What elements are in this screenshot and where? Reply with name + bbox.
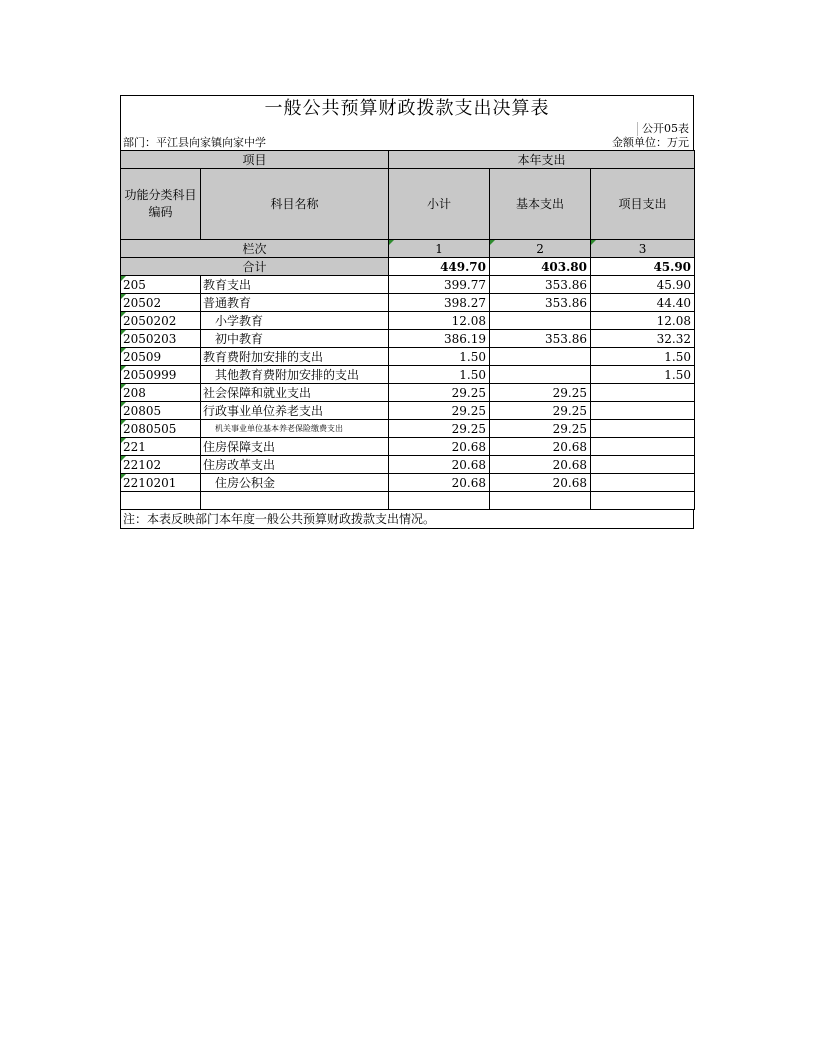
row-basic: 353.86 bbox=[490, 276, 591, 294]
row-basic: 20.68 bbox=[490, 456, 591, 474]
expenditure-table bbox=[120, 150, 695, 510]
row-subtotal: 386.19 bbox=[389, 330, 490, 348]
row-project bbox=[591, 456, 695, 474]
row-basic: 29.25 bbox=[490, 384, 591, 402]
table-row bbox=[121, 312, 695, 330]
header-row-1 bbox=[121, 151, 695, 169]
department-label: 部门：平江县向家镇向家中学 bbox=[123, 136, 266, 149]
row-name: 教育费附加安排的支出 bbox=[201, 348, 389, 366]
row-name: 住房改革支出 bbox=[201, 456, 389, 474]
row-name: 住房保障支出 bbox=[201, 438, 389, 456]
header-item: 项目 bbox=[121, 151, 389, 169]
column-index-row bbox=[121, 240, 695, 258]
empty-cell bbox=[490, 492, 591, 510]
row-code: 20805 bbox=[121, 402, 201, 420]
header-current-year: 本年支出 bbox=[389, 151, 695, 169]
row-name: 社会保障和就业支出 bbox=[201, 384, 389, 402]
row-code: 2050999 bbox=[121, 366, 201, 384]
table-row bbox=[121, 402, 695, 420]
row-name: 其他教育费附加安排的支出 bbox=[201, 366, 389, 384]
row-subtotal: 399.77 bbox=[389, 276, 490, 294]
row-project bbox=[591, 384, 695, 402]
row-code: 2050202 bbox=[121, 312, 201, 330]
row-subtotal: 1.50 bbox=[389, 348, 490, 366]
row-project: 1.50 bbox=[591, 366, 695, 384]
row-name: 小学教育 bbox=[201, 312, 389, 330]
row-code: 22102 bbox=[121, 456, 201, 474]
row-basic bbox=[490, 366, 591, 384]
row-subtotal: 29.25 bbox=[389, 402, 490, 420]
table-row bbox=[121, 384, 695, 402]
header-code: 功能分类科目编码 bbox=[121, 169, 201, 240]
row-code: 205 bbox=[121, 276, 201, 294]
row-project bbox=[591, 402, 695, 420]
row-project: 45.90 bbox=[591, 276, 695, 294]
row-project: 1.50 bbox=[591, 348, 695, 366]
empty-row bbox=[121, 492, 695, 510]
row-basic: 353.86 bbox=[490, 294, 591, 312]
form-number-row bbox=[120, 122, 694, 136]
column-index-2: 2 bbox=[490, 240, 591, 258]
row-name: 教育支出 bbox=[201, 276, 389, 294]
total-row bbox=[121, 258, 695, 276]
row-project: 32.32 bbox=[591, 330, 695, 348]
empty-cell bbox=[591, 492, 695, 510]
table-row bbox=[121, 366, 695, 384]
row-project bbox=[591, 438, 695, 456]
row-code: 208 bbox=[121, 384, 201, 402]
row-code: 20502 bbox=[121, 294, 201, 312]
empty-cell bbox=[201, 492, 389, 510]
row-subtotal: 398.27 bbox=[389, 294, 490, 312]
row-project bbox=[591, 420, 695, 438]
header-name: 科目名称 bbox=[201, 169, 389, 240]
row-subtotal: 1.50 bbox=[389, 366, 490, 384]
table-row bbox=[121, 330, 695, 348]
row-name: 机关事业单位基本养老保险缴费支出 bbox=[201, 420, 389, 438]
empty-cell bbox=[389, 492, 490, 510]
row-subtotal: 29.25 bbox=[389, 420, 490, 438]
row-subtotal: 29.25 bbox=[389, 384, 490, 402]
row-basic bbox=[490, 348, 591, 366]
table-row bbox=[121, 294, 695, 312]
table-row bbox=[121, 420, 695, 438]
total-basic: 403.80 bbox=[490, 258, 591, 276]
row-subtotal: 20.68 bbox=[389, 474, 490, 492]
column-index-3: 3 bbox=[591, 240, 695, 258]
budget-sheet bbox=[120, 95, 694, 529]
row-basic: 29.25 bbox=[490, 402, 591, 420]
table-row bbox=[121, 438, 695, 456]
row-basic: 353.86 bbox=[490, 330, 591, 348]
row-name: 行政事业单位养老支出 bbox=[201, 402, 389, 420]
unit-label: 金额单位：万元 bbox=[612, 136, 689, 149]
total-project: 45.90 bbox=[591, 258, 695, 276]
row-subtotal: 20.68 bbox=[389, 456, 490, 474]
column-index-1: 1 bbox=[389, 240, 490, 258]
row-basic: 20.68 bbox=[490, 438, 591, 456]
row-name: 普通教育 bbox=[201, 294, 389, 312]
form-number: 公开05表 bbox=[637, 122, 693, 136]
empty-cell bbox=[121, 492, 201, 510]
row-code: 221 bbox=[121, 438, 201, 456]
row-subtotal: 20.68 bbox=[389, 438, 490, 456]
footnote: 注：本表反映部门本年度一般公共预算财政拨款支出情况。 bbox=[120, 510, 694, 529]
sheet-title: 一般公共预算财政拨款支出决算表 bbox=[120, 95, 694, 122]
header-row-2 bbox=[121, 169, 695, 240]
row-basic bbox=[490, 312, 591, 330]
row-name: 初中教育 bbox=[201, 330, 389, 348]
total-label: 合计 bbox=[121, 258, 389, 276]
row-subtotal: 12.08 bbox=[389, 312, 490, 330]
table-row bbox=[121, 276, 695, 294]
table-row bbox=[121, 474, 695, 492]
row-name: 住房公积金 bbox=[201, 474, 389, 492]
row-code: 2080505 bbox=[121, 420, 201, 438]
column-index-label: 栏次 bbox=[121, 240, 389, 258]
table-row bbox=[121, 456, 695, 474]
row-project: 44.40 bbox=[591, 294, 695, 312]
header-project: 项目支出 bbox=[591, 169, 695, 240]
department-row bbox=[120, 136, 694, 150]
row-code: 20509 bbox=[121, 348, 201, 366]
row-project: 12.08 bbox=[591, 312, 695, 330]
row-project bbox=[591, 474, 695, 492]
row-basic: 20.68 bbox=[490, 474, 591, 492]
total-subtotal: 449.70 bbox=[389, 258, 490, 276]
header-subtotal: 小计 bbox=[389, 169, 490, 240]
row-code: 2050203 bbox=[121, 330, 201, 348]
table-row bbox=[121, 348, 695, 366]
row-code: 2210201 bbox=[121, 474, 201, 492]
header-basic: 基本支出 bbox=[490, 169, 591, 240]
row-basic: 29.25 bbox=[490, 420, 591, 438]
